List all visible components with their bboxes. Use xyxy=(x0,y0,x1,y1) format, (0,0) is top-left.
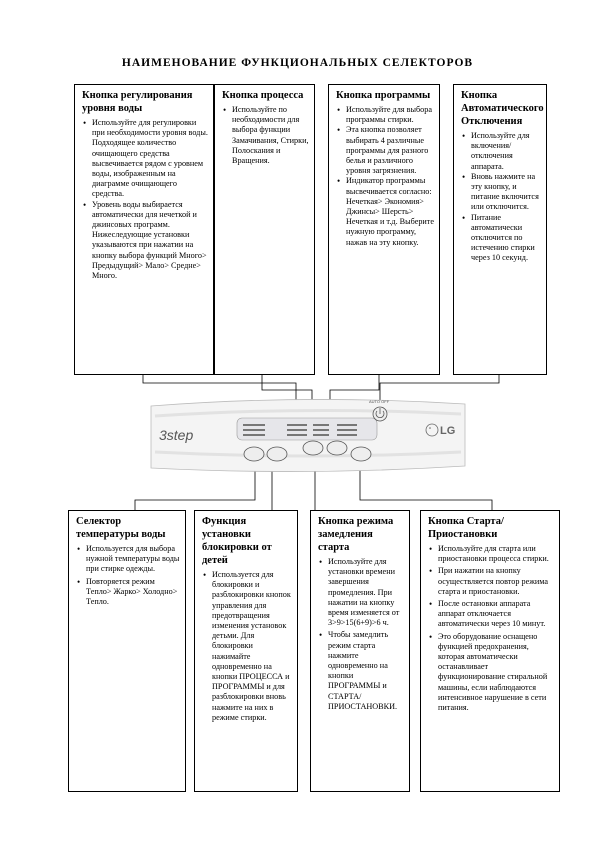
water-temp-selector-info xyxy=(68,510,186,792)
list-item: • Используется для выбора нужной температуры воды при стирке одежды. xyxy=(76,544,180,575)
list-item: • Питание автоматически отключится по истечению стирки через 10 секунд. xyxy=(461,213,541,264)
list-item: • Используйте для старта или приостановки процесса стирки. xyxy=(428,544,554,564)
list-item: • Используйте для регулировки при необходимости уровня воды. Подходящее количество очищающего средства высвечивается рядом с уровнем воды, изображенным на диаграмме очищающего средства. xyxy=(82,118,208,200)
page-title: НАИМЕНОВАНИЕ ФУНКЦИОНАЛЬНЫХ СЕЛЕКТОРОВ xyxy=(121,57,474,69)
list-item: • Индикатор программы высвечивается согласно: Нечеткая> Экономия> Джинсы> Шерсть> Нечеткая и т.д. Выберите нужную программу, нажав на эту кнопку. xyxy=(336,176,434,247)
box-heading: Кнопка Автоматического Отключения xyxy=(461,90,544,127)
start-pause-button-info xyxy=(420,510,560,792)
program-button-info xyxy=(328,84,440,375)
list-item: • Используйте для установки времени завершения промедления. При нажатии на кнопку время изменяется от 3>9>15(6+9)>6 ч. xyxy=(318,557,404,628)
list-item: • Используйте для включения/отключения аппарата. xyxy=(461,131,541,172)
list-item: • После остановки аппарата аппарат отключается автоматически через 10 минут. xyxy=(428,599,554,630)
power-button[interactable] xyxy=(373,407,387,421)
control-panel-illustration xyxy=(147,396,469,474)
box-heading: Селектор температуры воды xyxy=(76,516,166,540)
list-item: • Уровень воды выбирается автоматически для нечеткой и джинсовых программ. Нижеследующие установки указываются при нажатии на кнопку выбора функций Много> Предыдущий> Мало> Средне> Много. xyxy=(82,200,208,282)
power-label: AUTO OFF xyxy=(369,399,390,404)
box-heading: Функция установки блокировки от детей xyxy=(202,516,272,566)
process-button[interactable] xyxy=(303,441,323,455)
box-heading: Кнопка процесса xyxy=(222,90,304,101)
child-lock-function-info xyxy=(194,510,298,792)
auto-off-button-info xyxy=(453,84,547,375)
list-item: • Используйте для выбора программы стирки. xyxy=(336,105,434,125)
brand-logo: 3step xyxy=(159,427,194,443)
water-level-button-info xyxy=(74,84,214,375)
box-heading: Кнопка регулирования уровня воды xyxy=(82,90,193,114)
box-heading: Кнопка Старта/Приостановки xyxy=(428,516,504,540)
list-item: • Повторяется режим Тепло> Жарко> Холодно> Тепло. xyxy=(76,577,180,608)
start-pause-button[interactable] xyxy=(351,447,371,461)
water-temp-button[interactable] xyxy=(244,447,264,461)
box-heading: Кнопка программы xyxy=(336,90,431,101)
list-item: • Используется для блокировки и разблокировки кнопок управления для предотвращения изменения установок детьми. Для блокировки нажимайте одновременно на кнопки ПРОЦЕССА и ПРОГРАММЫ и для разблокировки вновь нажмите на них в режиме стирки. xyxy=(202,570,292,723)
box-heading: Кнопка режима замедления старта xyxy=(318,516,394,553)
brand-name: LG xyxy=(440,425,456,437)
program-button[interactable] xyxy=(327,441,347,455)
list-item: • Эта кнопка позволяет выбирать 4 различные программы для разного белья и различного уровня загрязнения. xyxy=(336,125,434,176)
list-item: • Вновь нажмите на эту кнопку, и питание включится или отключится. xyxy=(461,172,541,213)
list-item: • Используйте по необходимости для выбора функции Замачивания, Стирки, Полоскания и Вращения. xyxy=(222,105,309,166)
delay-start-button-info xyxy=(310,510,410,792)
list-item: • Чтобы замедлить режим старта нажмите одновременно на кнопки ПРОГРАММЫ и СТАРТА/ПРИОСТАНОВКИ. xyxy=(318,630,404,712)
water-level-button[interactable] xyxy=(267,447,287,461)
list-item: • При нажатии на кнопку осуществляется повтор режима старта и приостановки. xyxy=(428,566,554,597)
list-item: • Это оборудование оснащено функцией предохранения, которая автоматически останавливает функционирование стиральной машины, если наблюдаются интенсивное нарушение в сети питания. xyxy=(428,632,554,714)
process-button-info xyxy=(214,84,315,375)
